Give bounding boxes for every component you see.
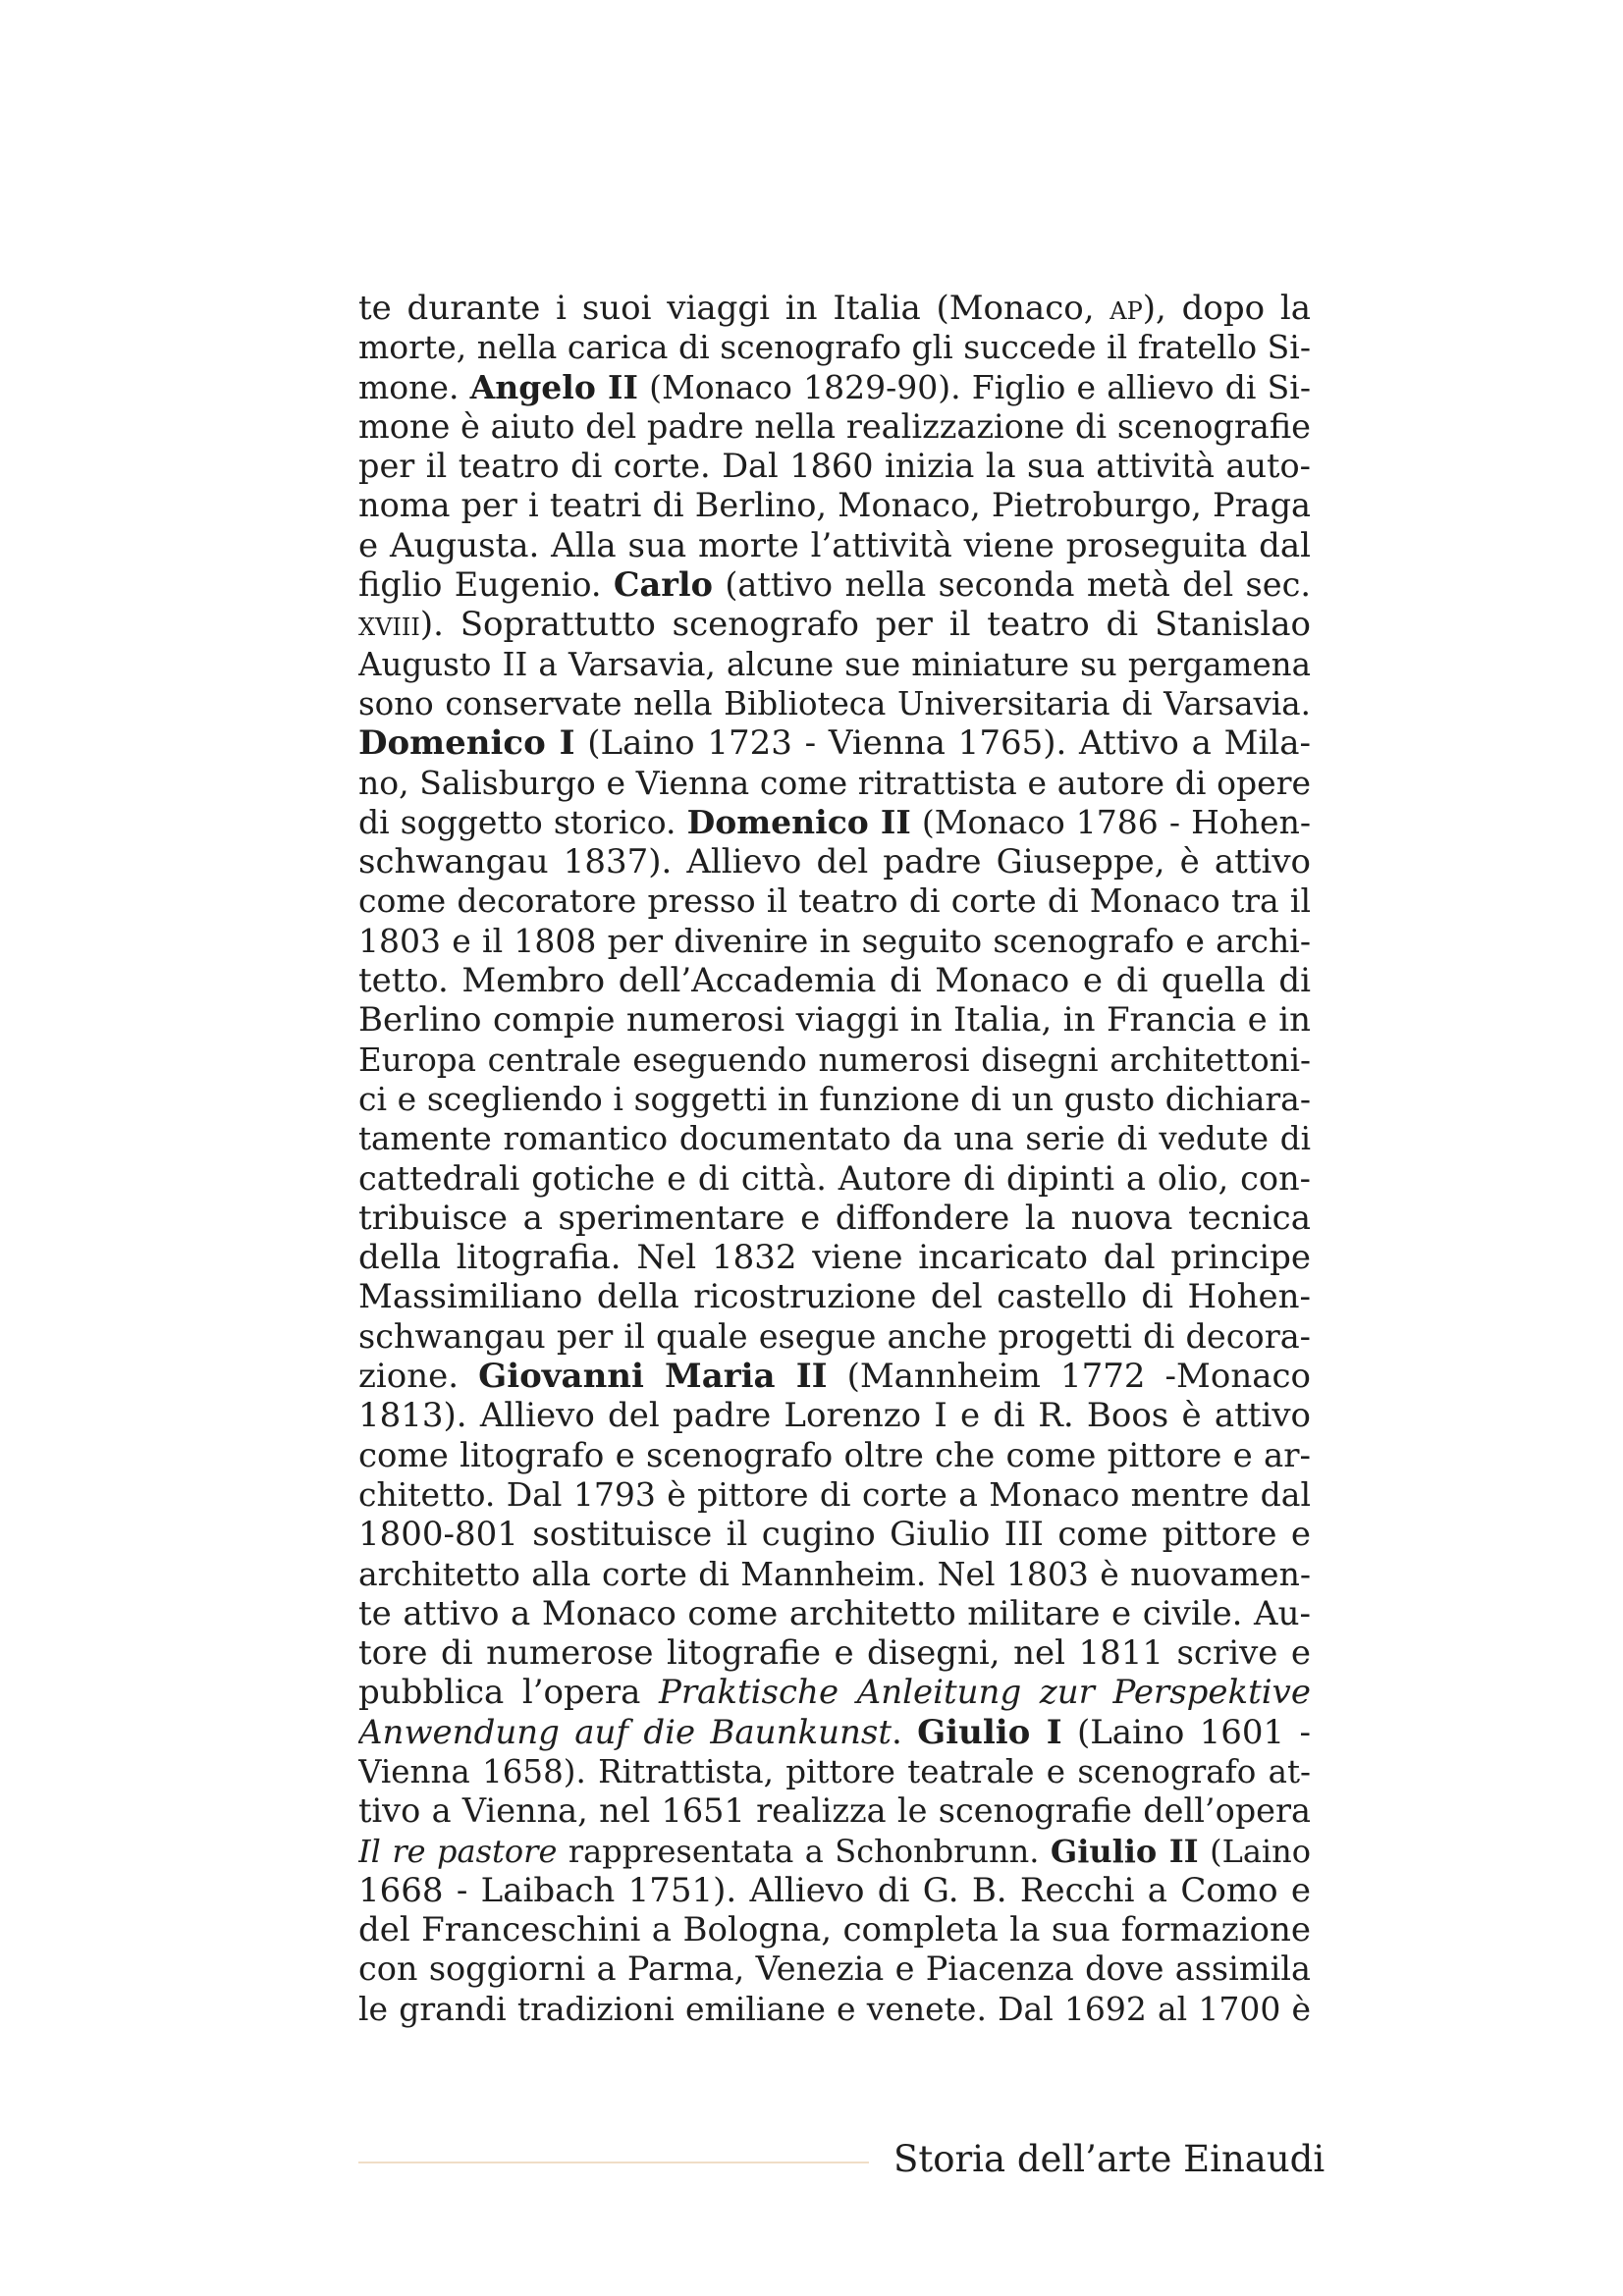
text-run: per il teatro di corte. Dal 1860 inizia la sua attività auto-: [358, 447, 1311, 486]
text-run: ). Soprattutto scenografo per il teatro di Stanislao: [419, 605, 1311, 645]
text-run: mone è aiuto del padre nella realizzazione di scenografie: [358, 406, 1311, 446]
text-line: [358, 922, 1311, 961]
text-run: Vienna 1658). Ritrattista, pittore teatrale e scenografo at-: [358, 1752, 1311, 1790]
text-line: [358, 1199, 1311, 1238]
text-run: rappresentata a Schonbrunn.: [557, 1832, 1051, 1870]
text-run: ), dopo la: [1142, 289, 1311, 328]
text-run: te durante i suoi viaggi in Italia (Monaco,: [358, 289, 1110, 328]
text-line: [358, 1673, 1311, 1712]
text-line: [358, 1041, 1311, 1080]
text-run: architetto alla corte di Mannheim. Nel 1803 è nuovamen-: [358, 1554, 1311, 1593]
text-run: tetto. Membro dell’Accademia di Monaco e di quella di: [358, 961, 1311, 1001]
text-line: [358, 526, 1311, 565]
text-line: [358, 1832, 1311, 1871]
text-run: (Monaco 1829-90). Figlio e allievo di Si-: [637, 367, 1311, 406]
text-run: (Laino 1723 - Vienna 1765). Attivo a Mila-: [574, 723, 1311, 764]
text-line: [358, 1436, 1311, 1475]
text-run: tamente romantico documentato da una serie di vedute di: [358, 1120, 1311, 1158]
text-line: [358, 1871, 1311, 1910]
text-run: come decoratore presso il teatro di corte di Monaco tra il: [358, 881, 1311, 921]
text-run: Europa centrale eseguendo numerosi disegni architettoni-: [358, 1041, 1311, 1079]
text-run: 1803 e il 1808 per divenire in seguito scenografo e archi-: [358, 921, 1311, 960]
text-line: [358, 1713, 1311, 1752]
text-line: [358, 1317, 1311, 1357]
text-run: (Laino 1601 -: [1061, 1712, 1311, 1752]
text-run: figlio Eugenio.: [358, 565, 614, 605]
text-run: 1800-801 sostituisce il cugino Giulio III come pittore e: [358, 1515, 1311, 1555]
text-line: [358, 368, 1311, 407]
text-line: [358, 605, 1311, 644]
text-run: Augusto II a Varsavia, alcune sue miniature su pergamena: [358, 645, 1311, 683]
text-run: (Mannheim 1772 -Monaco: [827, 1357, 1311, 1397]
text-run: sono conservate nella Biblioteca Universitaria di Varsavia.: [358, 684, 1311, 722]
text-run: 1668 - Laibach 1751). Allievo di G. B. Recchi a Como e: [358, 1870, 1311, 1910]
text-line: [358, 407, 1311, 447]
text-run: tribuisce a sperimentare e diffondere la nuova tecnica: [358, 1198, 1311, 1238]
text-run: te attivo a Monaco come architetto militare e civile. Au-: [358, 1593, 1311, 1633]
text-run: con soggiorni a Parma, Venezia e Piacenza dove assimila: [358, 1949, 1311, 1989]
text-line: [358, 723, 1311, 763]
entry-heading: Giulio I: [917, 1712, 1062, 1752]
text-line: [358, 1949, 1311, 1989]
italic-title: Praktische Anleitung zur Perspektive: [659, 1673, 1311, 1713]
text-line: [358, 1594, 1311, 1633]
entry-heading: Carlo: [613, 565, 713, 605]
text-run: ap: [1109, 289, 1143, 328]
text-line: [358, 1910, 1311, 1949]
text-line: [358, 881, 1311, 921]
text-run: Massimiliano della ricostruzione del castello di Hohen-: [358, 1277, 1311, 1317]
text-run: 1813). Allievo del padre Lorenzo I e di R. Boos è attivo: [358, 1396, 1311, 1436]
text-line: [358, 1357, 1311, 1396]
text-run: morte, nella carica di scenografo gli succede il fratello Si-: [358, 328, 1311, 367]
text-run: .: [891, 1712, 918, 1752]
text-line: [358, 1633, 1311, 1673]
text-line: [358, 1990, 1311, 2029]
text-run: ci e scegliendo i soggetti in funzione di un gusto dichiara-: [358, 1079, 1311, 1118]
text-run: come litografo e scenografo oltre che come pittore e ar-: [358, 1435, 1311, 1475]
text-run: e Augusta. Alla sua morte l’attività viene proseguita dal: [358, 525, 1311, 565]
text-line: [358, 1119, 1311, 1158]
text-run: del Franceschini a Bologna, completa la sua formazione: [358, 1910, 1311, 1950]
text-line: [358, 1752, 1311, 1791]
footer-rule: [358, 2162, 869, 2163]
text-run: pubblica l’opera: [358, 1673, 660, 1713]
text-run: di soggetto storico.: [358, 802, 687, 841]
text-line: [358, 1159, 1311, 1199]
text-line: [358, 842, 1311, 881]
text-line: [358, 1791, 1311, 1831]
text-run: tivo a Vienna, nel 1651 realizza le scenografie dell’opera: [358, 1791, 1311, 1831]
text-line: [358, 1000, 1311, 1040]
text-line: [358, 1515, 1311, 1554]
text-line: [358, 803, 1311, 842]
text-run: le grandi tradizioni emiliane e venete. Dal 1692 al 1700 è: [358, 1989, 1311, 2028]
text-line: [358, 447, 1311, 486]
text-run: (Monaco 1786 - Hohen-: [910, 802, 1311, 841]
text-run: xviii: [358, 605, 420, 645]
entry-heading: Giulio II: [1050, 1832, 1199, 1870]
text-run: chitetto. Dal 1793 è pittore di corte a Monaco mentre dal: [358, 1474, 1311, 1514]
text-line: [358, 1277, 1311, 1316]
text-run: no, Salisburgo e Vienna come ritrattista e autore di opere: [358, 763, 1311, 802]
entry-heading: Angelo II: [469, 367, 638, 406]
text-run: cattedrali gotiche e di città. Autore di dipinti a olio, con-: [358, 1158, 1311, 1198]
text-line: [358, 684, 1311, 723]
text-run: mone.: [358, 367, 470, 406]
text-run: zione.: [358, 1357, 479, 1397]
footer-publication-title: Storia dell’arte Einaudi: [893, 2138, 1325, 2180]
italic-title: Anwendung auf die Baunkunst: [358, 1712, 892, 1752]
text-line: [358, 289, 1311, 328]
text-line: [358, 1475, 1311, 1515]
entry-heading: Domenico I: [358, 723, 575, 764]
text-run: schwangau 1837). Allievo del padre Giuseppe, è attivo: [358, 842, 1311, 882]
text-line: [358, 328, 1311, 367]
page-body-text: [358, 289, 1311, 2029]
text-run: noma per i teatri di Berlino, Monaco, Pietroburgo, Praga: [358, 486, 1311, 525]
text-line: [358, 961, 1311, 1000]
text-run: tore di numerose litografie e disegni, nel 1811 scrive e: [358, 1633, 1311, 1674]
text-run: (attivo nella seconda metà del sec.: [712, 565, 1311, 605]
entry-heading: Domenico II: [686, 802, 911, 841]
italic-title: Il re pastore: [358, 1832, 558, 1870]
text-line: [358, 764, 1311, 803]
text-line: [358, 565, 1311, 605]
text-line: [358, 1238, 1311, 1277]
text-line: [358, 645, 1311, 684]
text-run: (Laino: [1198, 1832, 1311, 1870]
text-run: Berlino compie numerosi viaggi in Italia, in Francia e in: [358, 1000, 1311, 1041]
text-line: [358, 486, 1311, 525]
text-line: [358, 1555, 1311, 1594]
text-run: della litografia. Nel 1832 viene incaricato dal principe: [358, 1238, 1311, 1278]
text-run: schwangau per il quale esegue anche progetti di decora-: [358, 1316, 1311, 1356]
text-line: [358, 1396, 1311, 1435]
entry-heading: Giovanni Maria II: [478, 1357, 828, 1397]
text-line: [358, 1080, 1311, 1119]
